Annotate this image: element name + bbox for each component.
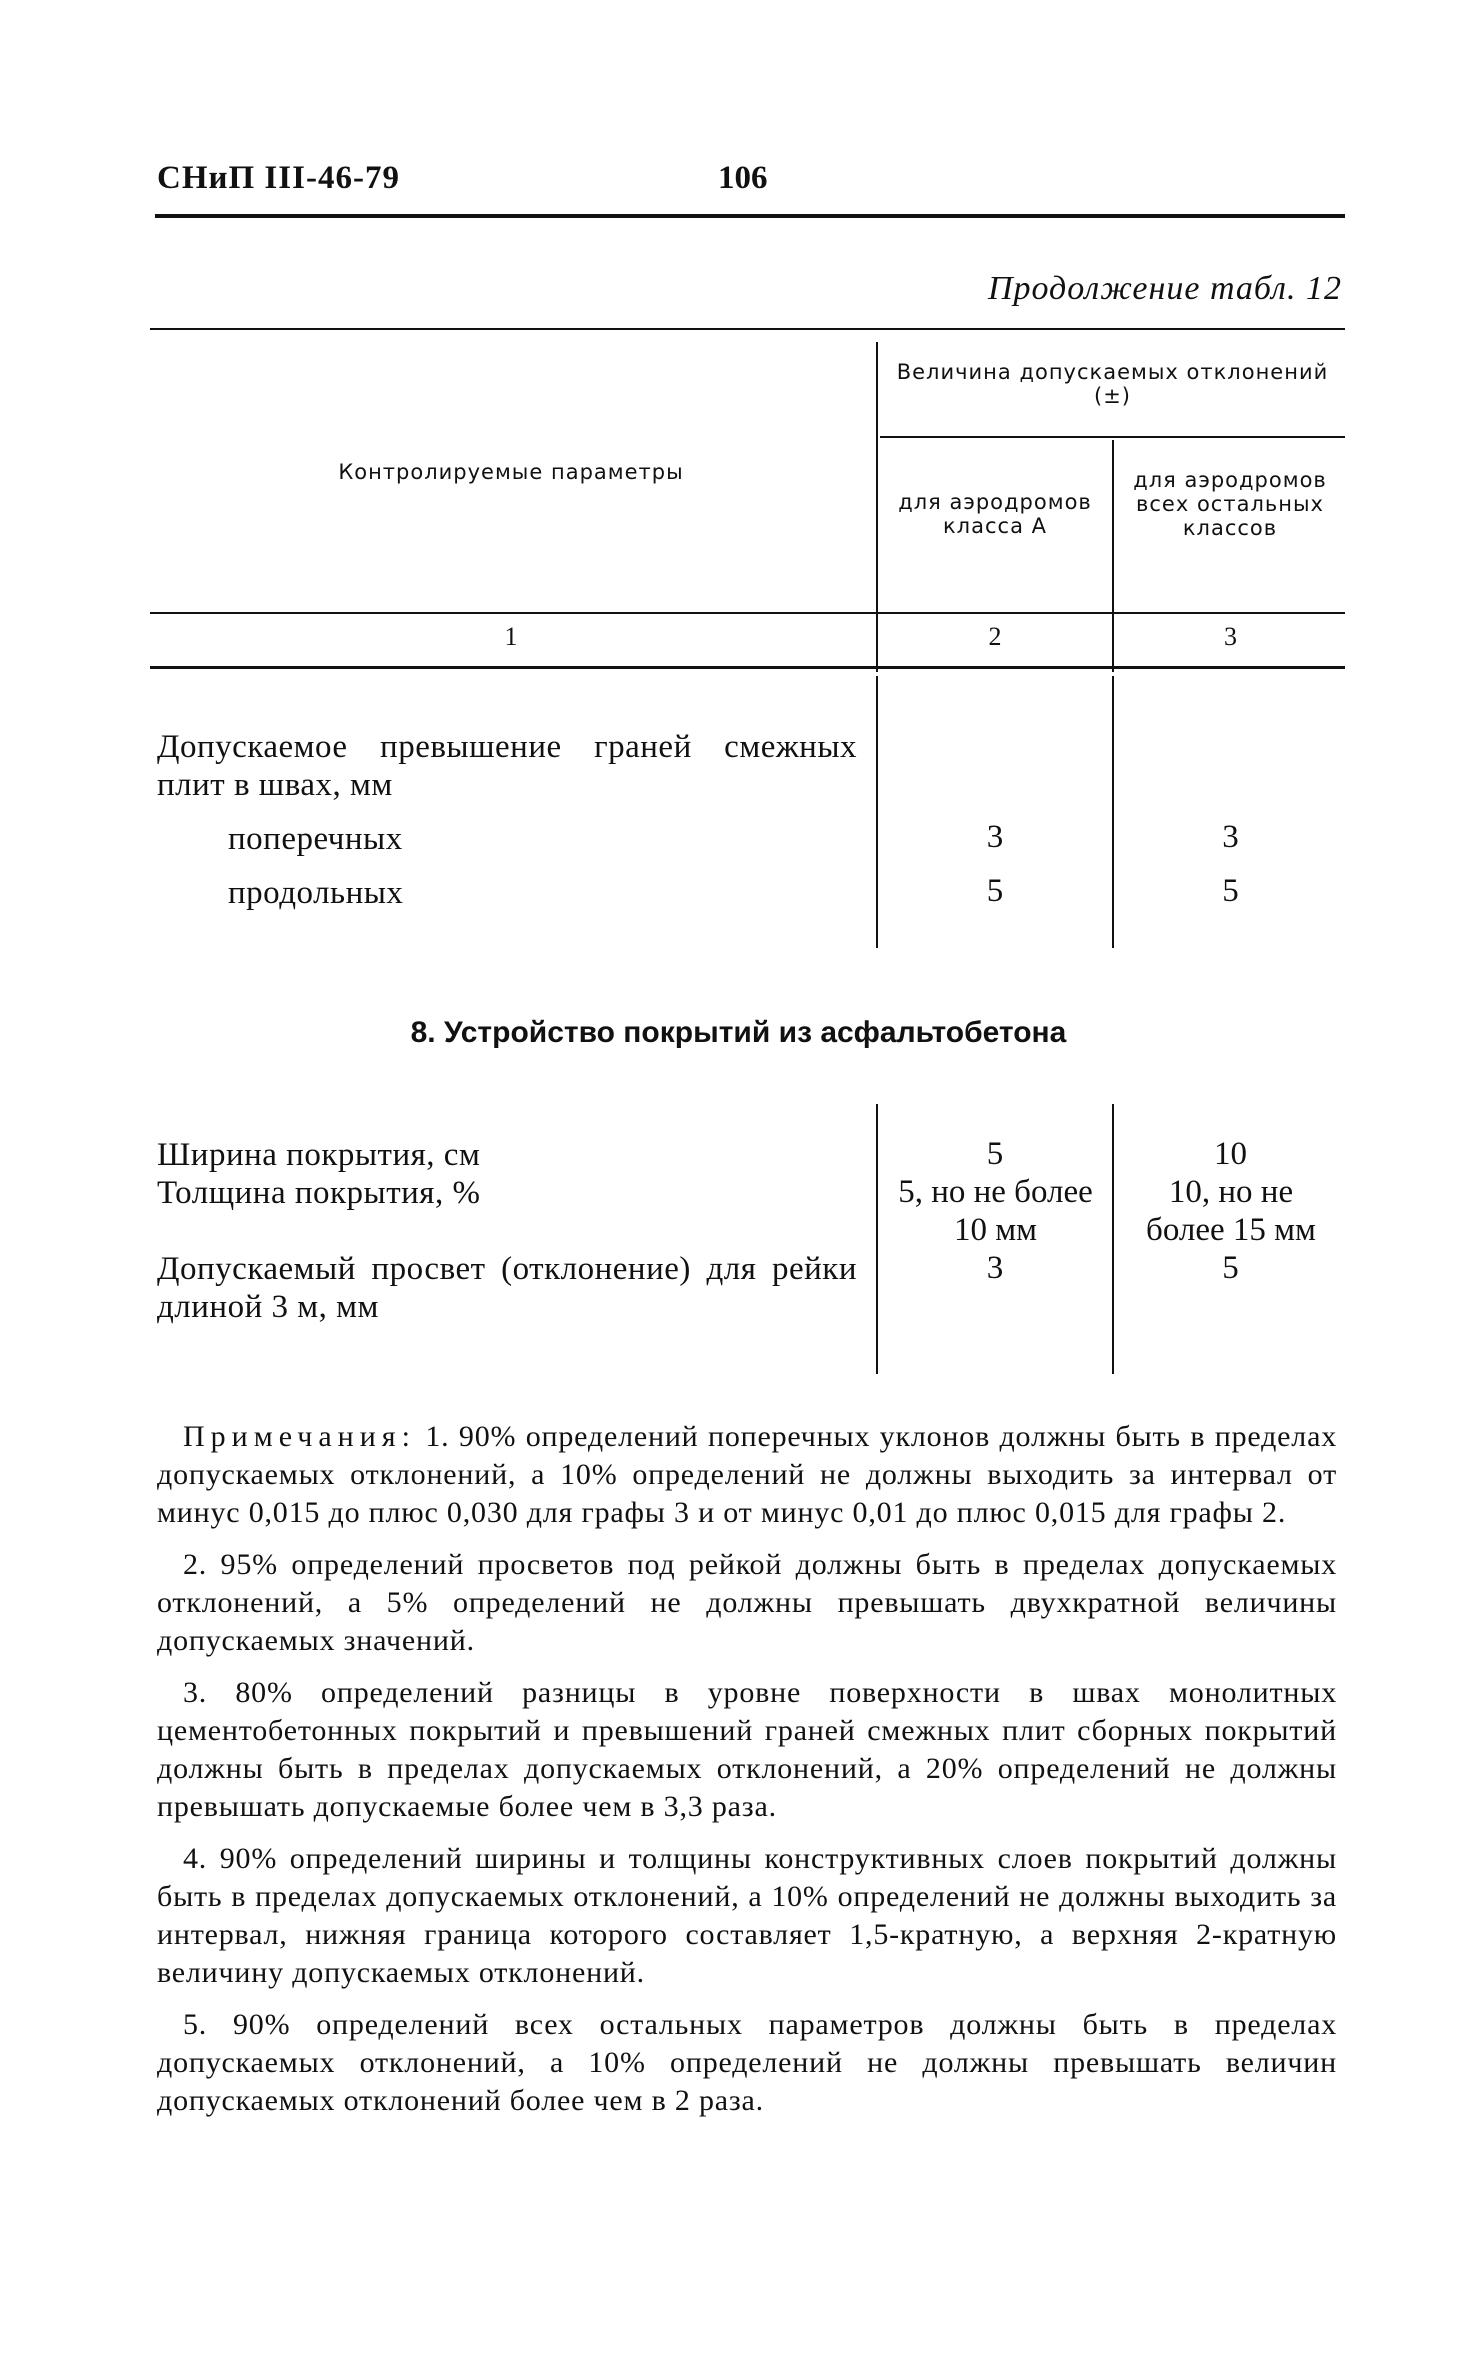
note-3: 3. 80% определений разницы в уровне поверхности в швах монолитных цементобетонных покрытий и превышений граней смежных плит сборных покрытий должны быть в пределах допускаемых отклонений, а 20% определений не должны превышать допускаемые более чем в 3,3 раза. — [157, 1676, 1337, 1823]
col1-header: Контролируемые параметры — [338, 460, 684, 484]
row-param: Ширина покрытия, см — [157, 1137, 481, 1173]
row-value-a: 3 — [986, 1250, 1004, 1286]
col-number-rule — [150, 666, 1345, 669]
table-vline-2-body — [1112, 676, 1114, 948]
col-number-2: 2 — [988, 622, 1002, 651]
row-value-a: 5 — [986, 873, 1004, 909]
row-param: продольных — [228, 875, 404, 911]
header-bottom-rule — [150, 612, 1345, 614]
group-header-rule — [880, 436, 1345, 438]
table-vline-1-section — [876, 1104, 878, 1374]
table-continuation-caption: Продолжение табл. 12 — [987, 270, 1342, 307]
row-value-other: 3 — [1222, 819, 1239, 855]
col-number-1: 1 — [504, 622, 518, 651]
table-top-rule — [150, 328, 1345, 330]
row-value-a: 5 — [986, 1136, 1004, 1172]
row-value-other: 5 — [1222, 873, 1239, 909]
row-value-a: 5, но не более 10 мм — [898, 1174, 1093, 1248]
row-value-other: 10, но не более 15 мм — [1146, 1174, 1316, 1248]
group-header: Величина допускаемых отклонений (±) — [896, 360, 1329, 408]
note-1 — [157, 1418, 1337, 1532]
note-2: 2. 95% определений просветов под рейкой должны быть в пределах допускаемых отклонений, а 5% определений не должны превышать двухкратной величины допускаемых значений. — [157, 1548, 1337, 1657]
row-param: поперечных — [228, 821, 403, 857]
table-vline-1-header — [876, 342, 878, 672]
note-4: 4. 90% определений ширины и толщины конструктивных слоев покрытий должны быть в пределах допускаемых отклонений, а 10% определений не должны выходить за интервал, нижняя граница которого составляет 1,5-кратную, а верхняя 2-кратную величину допускаемых отклонений. — [157, 1842, 1337, 1989]
col3-header: для аэродромов всех остальных классов — [1133, 468, 1327, 540]
col-number-3: 3 — [1224, 622, 1237, 651]
row-value-other: 5 — [1222, 1250, 1239, 1286]
row-value-a: 3 — [986, 819, 1004, 855]
table-vline-1-body — [876, 676, 878, 948]
notes-block — [157, 1418, 1337, 2134]
col2-header: для аэродромов класса А — [898, 490, 1092, 538]
row-param: Допускаемое превышение граней смежных плит в швах, мм — [157, 729, 857, 803]
header-rule — [155, 214, 1345, 218]
notes-label: Примечания: — [183, 1420, 416, 1453]
table-vline-2-section — [1112, 1104, 1114, 1374]
document-code: СНиП III-46-79 — [157, 160, 400, 196]
note-1-text: 1. 90% определений поперечных уклонов должны быть в пределах допускаемых отклонений, а 10% определений не должны выходить за интервал от минус 0,015 до плюс 0,030 для графы 3 и от минус 0,01 до плюс 0,015 для графы 2. — [157, 1420, 1337, 1529]
section-title: 8. Устройство покрытий из асфальтобетона — [410, 1016, 1067, 1049]
table-vline-2-header — [1112, 440, 1114, 672]
row-value-other: 10 — [1214, 1136, 1247, 1172]
note-5: 5. 90% определений всех остальных параметров должны быть в пределах допускаемых отклонений, а 10% определений не должны превышать величин допускаемых отклонений более чем в 2 раза. — [157, 2008, 1337, 2117]
row-param: Допускаемый просвет (отклонение) для рейки длиной 3 м, мм — [157, 1251, 857, 1325]
row-param: Толщина покрытия, % — [157, 1175, 481, 1211]
page-number: 106 — [718, 160, 768, 196]
